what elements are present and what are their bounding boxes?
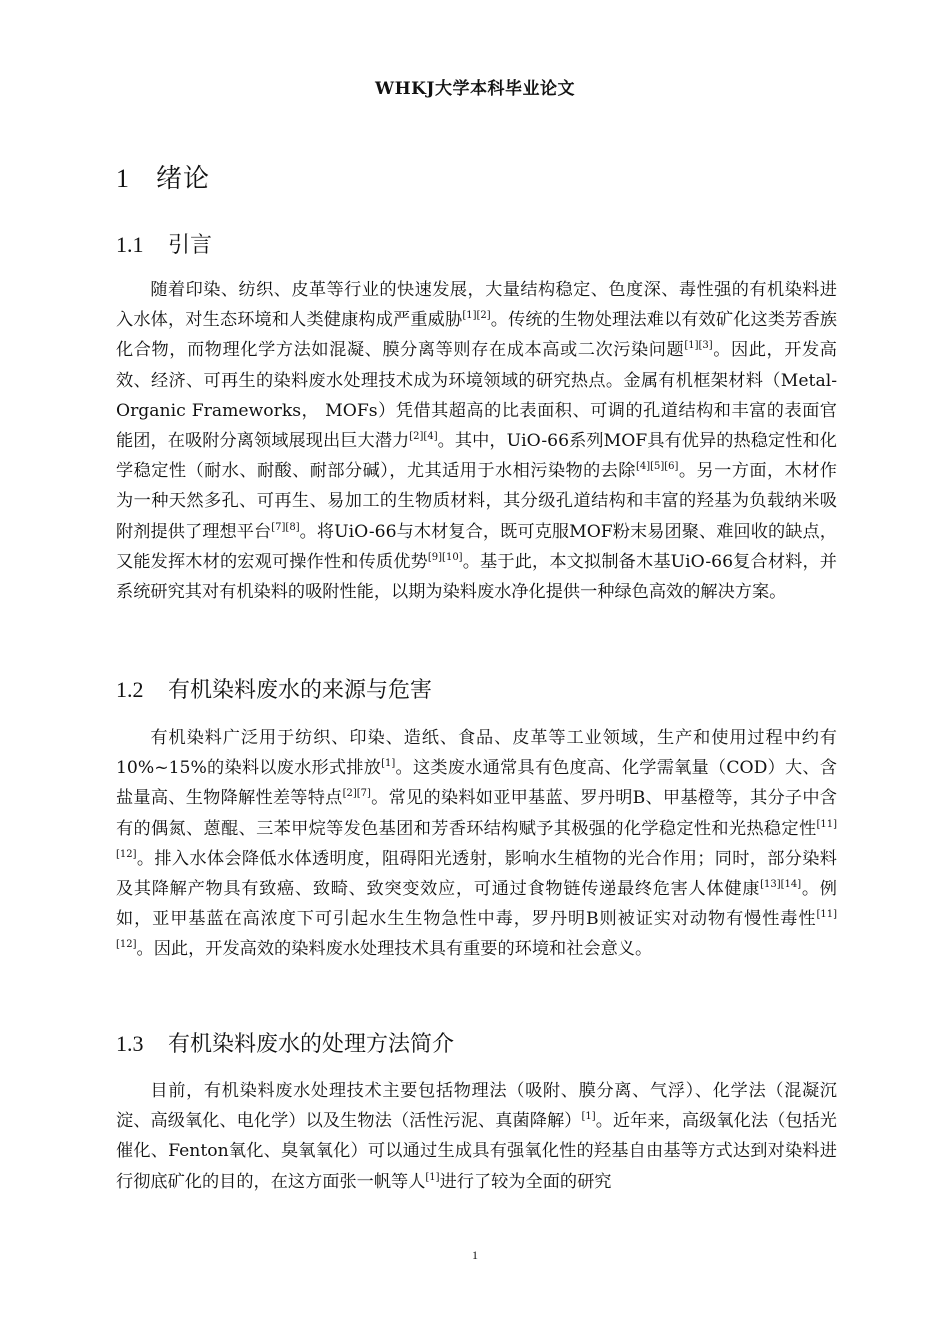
body-text: 。排入水体会降低水体透明度，阻碍阳光透射，影响水生植物的光合作用；同时，部分染料及其降解产物具有致癌、致畸、致突变效应，可通过食物链传递最终危害人体健康 — [116, 848, 837, 900]
citation-ref: [1] — [381, 758, 396, 770]
running-header: WHKJ大学本科毕业论文 — [375, 79, 575, 99]
body-text: 目前，有机染料废水处理技术主要包括物理法（吸附、膜分离、气浮）、化学法（混凝沉淀、高级氧化、电化学）以及生物法（活性污泥、真菌降解） — [116, 1081, 837, 1132]
chapter-title: 绪论 — [156, 164, 211, 194]
body-text: 有机染料广泛用于纺织、印染、造纸、食品、皮革等工业领域，生产和使用过程中约有10%~15%的染料以废水形式排放 — [116, 728, 837, 779]
section-heading-1-2 — [116, 673, 432, 704]
body-text: 。常见的染料如亚甲基蓝、罗丹明B、甲基橙等，其分子中含有的偶氮、蒽醌、三苯甲烷等发色基团和芳香环结构赋予其极强的化学稳定性和光热稳定性 — [116, 788, 837, 839]
body-text: 。这类废水通常具有色度高、化学需氧量（COD）大、含盐量高、生物降解性差等特点 — [116, 758, 837, 809]
section-title: 有机染料废水的处理方法简介 — [168, 1032, 455, 1057]
body-text: 。将UiO-66与木材复合，既可克服MOF粉末易团聚、难回收的缺点，又能发挥木材的宏观可操作性和传质优势 — [116, 521, 837, 572]
chapter-number: 1 — [116, 164, 130, 193]
section-number: 1.2 — [116, 677, 144, 702]
citation-ref: [11][12] — [116, 909, 837, 951]
citation-ref: [1] — [581, 1111, 596, 1123]
body-text: 。例如，亚甲基蓝在高浓度下可引起水生生物急性中毒，罗丹明B则被证实对动物有慢性毒性 — [116, 879, 837, 930]
section-1-3-paragraph — [116, 1076, 837, 1197]
citation-ref: [2][4] — [409, 431, 438, 443]
body-text: 。因此，开发高效的染料废水处理技术具有重要的环境和社会意义。 — [136, 939, 653, 960]
section-heading-1-1 — [116, 228, 212, 259]
section-title: 有机染料废水的来源与危害 — [168, 678, 433, 703]
body-text: 随着印染、纺织、皮革等行业的快速发展，大量结构稳定、色度深、毒性强的有机染料进入水体，对生态环境和人类健康构成严重威胁 — [116, 280, 837, 331]
citation-ref: [4][5][6] — [635, 461, 679, 473]
citation-ref: [11][12] — [116, 818, 837, 860]
page-number: 1 — [472, 1248, 478, 1262]
body-text: 。另一方面，木材作为一种天然多孔、可再生、易加工的生物质材料，其分级孔道结构和丰富的羟基为负载纳米吸附剂提供了理想平台 — [116, 461, 837, 542]
citation-ref: [1] — [425, 1171, 440, 1183]
body-text: 。基于此，本文拟制备木基UiO-66复合材料，并系统研究其对有机染料的吸附性能，以期为染料废水净化提供一种绿色高效的解决方案。 — [116, 551, 837, 603]
section-1-2-paragraph — [116, 723, 837, 965]
citation-ref: [13][14] — [760, 879, 802, 891]
section-number: 1.3 — [116, 1031, 144, 1056]
body-text: 。因此，开发高效、经济、可再生的染料废水处理技术成为环境领域的研究热点。金属有机框架材料（Metal-Organic Frameworks， MOFs）凭借其超高的比表面积、可调的孔道结构和丰富的表面官能团，在吸附分离领域展现出巨大潜力 — [116, 340, 837, 452]
citation-ref: [1][2] — [462, 310, 491, 322]
citation-ref: [9][10] — [427, 551, 463, 563]
body-text: 。近年来，高级氧化法（包括光催化、Fenton氧化、臭氧氧化）可以通过生成具有强氧化性的羟基自由基等方式达到对染料进行彻底矿化的目的，在这方面张一帆等人 — [116, 1111, 837, 1192]
citation-ref: [7][8] — [271, 521, 300, 533]
citation-ref: [1][3] — [684, 340, 713, 352]
section-heading-1-3 — [116, 1027, 454, 1058]
body-text: 进行了较为全面的研究 — [439, 1171, 612, 1192]
body-text: 。传统的生物处理法难以有效矿化这类芳香族化合物，而物理化学方法如混凝、膜分离等则存在成本高或二次污染问题 — [116, 310, 837, 361]
citation-ref: [2][7] — [342, 788, 371, 800]
section-number: 1.1 — [116, 232, 144, 257]
section-title: 引言 — [168, 233, 213, 258]
section-1-1-paragraph — [116, 275, 837, 607]
chapter-heading — [116, 158, 210, 195]
body-text: 。其中，UiO-66系列MOF具有优异的热稳定性和化学稳定性（耐水、耐酸、耐部分碱），尤其适用于水相污染物的去除 — [116, 431, 837, 482]
